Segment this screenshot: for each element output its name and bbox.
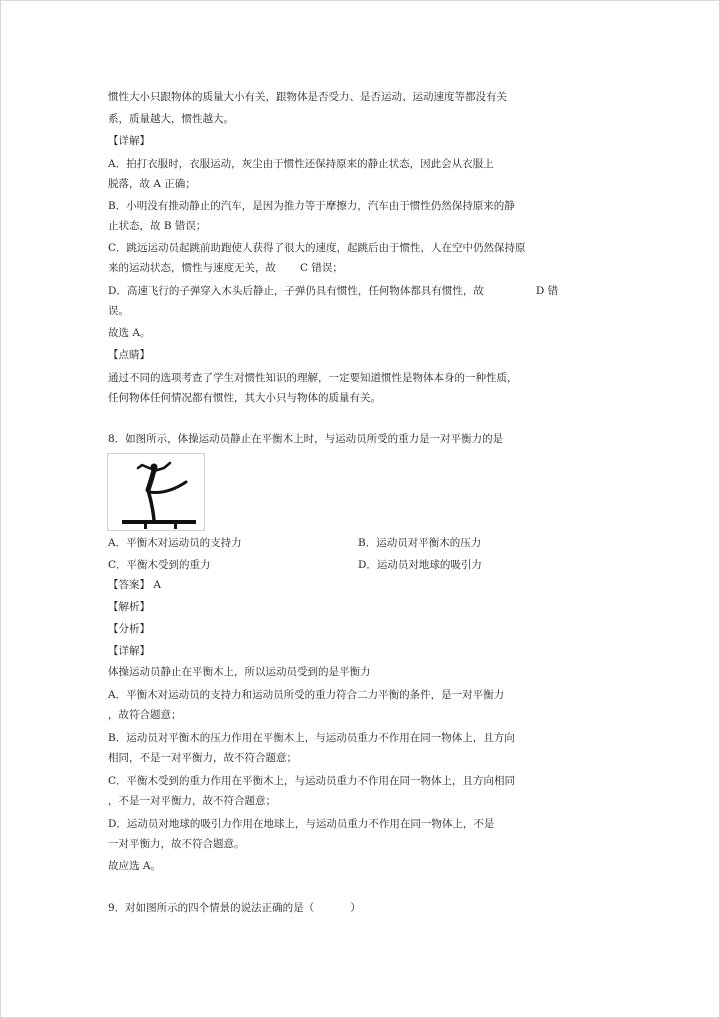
text-line: 止状态，故 B 错误；: [108, 220, 207, 232]
section-tag-fenxi: 【分析】: [108, 623, 150, 635]
text-segment: D．高速飞行的子弹穿入木头后静止，子弹仍具有惯性，任何物体都具有惯性，故: [108, 285, 484, 297]
text-segment: 来的运动状态，惯性与速度无关，故: [108, 262, 276, 274]
text-line: ，故符合题意；: [108, 709, 182, 721]
option-d: D．运动员对地球的吸引力: [358, 559, 482, 571]
text-line: C．跳远运动员起跳前助跑使人获得了很大的速度，起跳后由于惯性，人在空中仍然保持原: [108, 242, 526, 254]
text-line: ，不是一对平衡力，故不符合题意；: [108, 795, 276, 807]
text-line: A．拍打衣服时，衣服运动，灰尘由于惯性还保持原来的静止状态，因此会从衣服上: [108, 158, 494, 170]
text-line: 相同，不是一对平衡力，故不符合题意；: [108, 752, 297, 764]
gymnast-balance-beam-figure: [107, 453, 205, 531]
text-line: 通过不同的选项考查了学生对惯性知识的理解，一定要知道惯性是物体本身的一种性质，: [108, 372, 518, 384]
answer-tag: 【答案】 A: [108, 579, 161, 591]
text-line: B．小明没有推动静止的汽车，是因为推力等于摩擦力，汽车由于惯性仍然保持原来的静: [108, 200, 515, 212]
text-segment: D 错: [535, 285, 559, 297]
section-tag-comment: 【点睛】: [108, 349, 150, 361]
question-stem: 8．如图所示，体操运动员静止在平衡木上时，与运动员所受的重力是一对平衡力的是: [108, 433, 504, 445]
text-line: C．平衡木受到的重力作用在平衡木上，与运动员重力不作用在同一物体上，且方向相同: [108, 775, 516, 787]
section-tag-analysis: 【解析】: [108, 601, 150, 613]
section-tag-detail: 【详解】: [108, 645, 150, 657]
text-line: D．运动员对地球的吸引力作用在地球上，与运动员重力不作用在同一物体上，不是: [108, 818, 495, 830]
text-line: [108, 261, 343, 275]
option-c: C．平衡木受到的重力: [108, 559, 211, 571]
gymnast-icon: [108, 454, 204, 530]
section-tag-detail: 【详解】: [108, 135, 150, 147]
text-line: 脱落，故 A 正确；: [108, 178, 196, 190]
text-line: B．运动员对平衡木的压力作用在平衡木上，与运动员重力不作用在同一物体上，且方向: [108, 732, 515, 744]
text-segment: C 错误；: [300, 262, 343, 274]
text-line: A．平衡木对运动员的支持力和运动员所受的重力符合二力平衡的条件，是一对平衡力: [108, 689, 505, 701]
option-a: A．平衡木对运动员的支持力: [108, 537, 242, 549]
text-line: 系，质量越大，惯性越大。: [108, 113, 234, 125]
text-line: 体操运动员静止在平衡木上，所以运动员受到的是平衡力: [108, 666, 371, 678]
option-b: B．运动员对平衡木的压力: [358, 537, 482, 549]
text-line: 故应选 A。: [108, 860, 161, 872]
text-line: 一对平衡力，故不符合题意。: [108, 838, 245, 850]
text-line: 惯性大小只跟物体的质量大小有关，跟物体是否受力、是否运动、运动速度等都没有关: [108, 91, 507, 103]
text-line: [108, 284, 558, 298]
question-stem: [108, 901, 361, 915]
text-segment: ）: [350, 902, 361, 914]
text-line: 故选 A。: [108, 327, 151, 339]
text-segment: 9．对如图所示的四个情景的说法正确的是（: [108, 902, 315, 914]
text-line: 误。: [108, 305, 129, 317]
text-line: 任何物体任何情况都有惯性，其大小只与物体的质量有关。: [108, 392, 381, 404]
